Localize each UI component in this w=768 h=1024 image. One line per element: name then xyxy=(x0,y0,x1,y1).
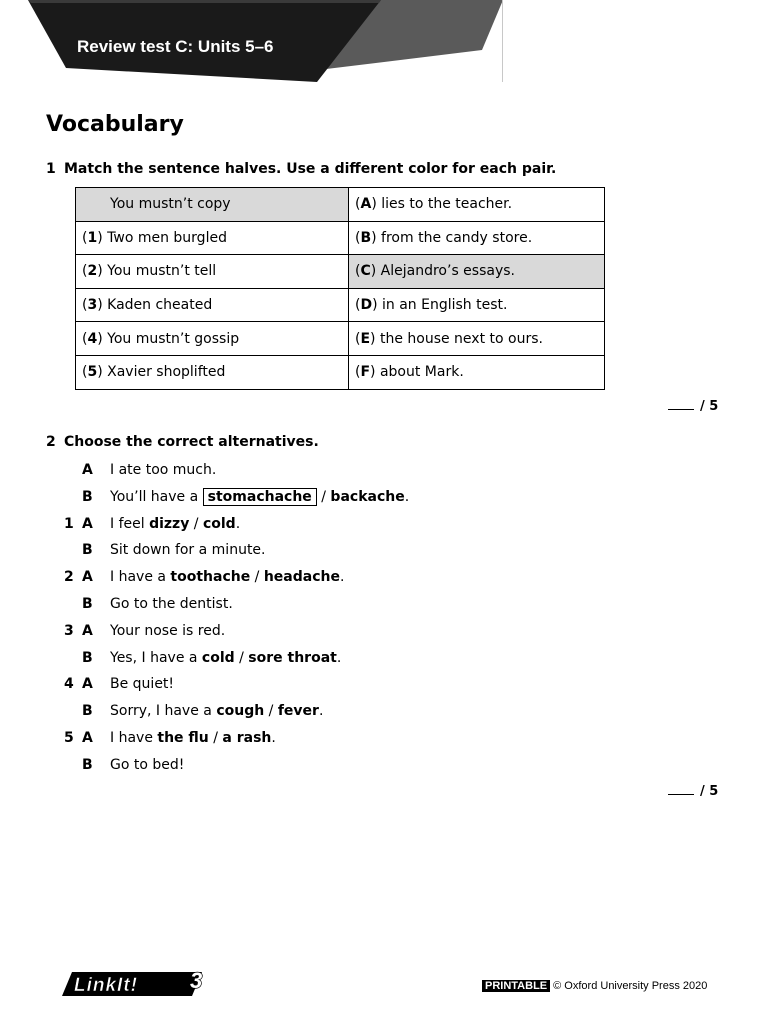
right-half-text: from the candy store. xyxy=(376,229,533,246)
line-text xyxy=(110,489,409,505)
instruction-text: Choose the correct alternatives. xyxy=(64,434,319,450)
left-half-text: You mustn’t copy xyxy=(110,196,231,213)
question-number: 3 xyxy=(64,622,74,639)
item-letter: F xyxy=(360,364,371,381)
line-letter: B xyxy=(82,756,93,773)
option-2[interactable]: sore throat xyxy=(248,649,337,666)
item-number: 2 xyxy=(87,263,98,280)
section-heading: Vocabulary xyxy=(46,112,184,137)
option-separator: / xyxy=(264,703,278,720)
option-separator: / xyxy=(316,488,331,505)
option-separator: / xyxy=(250,569,264,586)
item-letter: C xyxy=(360,263,371,280)
table-row xyxy=(76,255,605,289)
item-letter: A xyxy=(360,196,372,213)
match-table xyxy=(75,187,605,390)
line-text xyxy=(110,757,184,773)
logo-shape xyxy=(62,968,210,998)
score-blank[interactable] xyxy=(668,782,694,795)
line-text xyxy=(110,516,240,532)
line-letter: B xyxy=(82,703,93,720)
line-text xyxy=(110,703,323,719)
item-number: 5 xyxy=(87,364,98,381)
right-half-cell: (E) the house next to ours. xyxy=(349,322,605,356)
right-half-text: lies to the teacher. xyxy=(376,196,513,213)
option-separator: / xyxy=(189,515,203,532)
left-half-text: You mustn’t tell xyxy=(102,263,217,280)
exercise-2-instruction xyxy=(46,434,319,450)
sentence: I ate too much. xyxy=(110,462,217,478)
banner-divider xyxy=(502,0,503,82)
line-text xyxy=(110,596,233,612)
line-text xyxy=(110,650,341,666)
question-number: 2 xyxy=(64,569,74,586)
item-number: 4 xyxy=(87,330,98,347)
option-1[interactable]: the flu xyxy=(157,730,209,746)
line-text xyxy=(110,676,174,692)
score-blank[interactable] xyxy=(668,397,694,410)
option-2[interactable]: headache xyxy=(263,569,340,586)
right-half-cell: (D) in an English test. xyxy=(349,288,605,322)
item-number: 1 xyxy=(87,229,98,246)
left-half-text: Kaden cheated xyxy=(102,297,213,314)
line-letter: A xyxy=(82,676,93,693)
sentence-start: I have a xyxy=(110,569,171,586)
sentence-end: . xyxy=(336,649,342,666)
sentence-start: Sorry, I have a xyxy=(110,703,217,720)
question-number: 4 xyxy=(64,676,74,693)
line-letter: A xyxy=(82,515,93,532)
sentence-end: . xyxy=(235,515,241,532)
sentence-start: I have xyxy=(110,730,158,746)
right-half-cell: (C) Alejandro’s essays. xyxy=(349,255,605,289)
item-letter: B xyxy=(360,229,372,246)
option-2[interactable]: backache xyxy=(330,488,405,505)
left-half-text: Xavier shoplifted xyxy=(102,364,226,381)
score-total: / 5 xyxy=(700,784,719,799)
sentence-end: . xyxy=(404,488,410,505)
left-half-cell: (4) You mustn’t gossip xyxy=(76,322,349,356)
sentence: Sit down for a minute. xyxy=(110,542,266,559)
sentence: Your nose is red. xyxy=(110,622,226,639)
right-half-cell: (A) lies to the teacher. xyxy=(349,188,605,222)
table-row xyxy=(76,322,605,356)
copyright-text: © Oxford University Press 2020 xyxy=(553,980,708,992)
option-1[interactable]: dizzy xyxy=(149,515,190,532)
exercise-1-score xyxy=(668,397,718,414)
table-row xyxy=(76,188,605,222)
option-separator: / xyxy=(234,649,249,666)
header-banner xyxy=(0,0,768,90)
table-row xyxy=(76,221,605,255)
line-letter: B xyxy=(82,488,93,505)
left-half-cell: (3) Kaden cheated xyxy=(76,288,349,322)
logo-wordmark: LinkIt! xyxy=(74,975,138,996)
option-1-circled[interactable]: stomachache xyxy=(203,488,317,506)
right-half-text: Alejandro’s essays. xyxy=(376,263,515,280)
right-half-text: about Mark. xyxy=(375,364,464,381)
question-number: 5 xyxy=(64,730,74,746)
option-1[interactable]: cough xyxy=(216,703,265,720)
line-text xyxy=(110,462,216,478)
sentence-end: . xyxy=(318,703,324,720)
footer-copyright xyxy=(482,980,707,992)
score-total: / 5 xyxy=(700,399,719,414)
line-letter: A xyxy=(82,622,93,639)
line-letter: B xyxy=(82,542,93,559)
logo-number: 3 xyxy=(190,968,203,993)
right-half-cell: (B) from the candy store. xyxy=(349,221,605,255)
test-title: Review test C: Units 5–6 xyxy=(77,37,274,56)
instruction-text: Match the sentence halves. Use a different color for each pair. xyxy=(64,161,557,177)
item-letter: E xyxy=(360,330,371,347)
exercise-number: 1 xyxy=(46,161,56,177)
table-row xyxy=(76,288,605,322)
left-half-text: Two men burgled xyxy=(102,229,227,246)
left-half-text: You mustn’t gossip xyxy=(102,330,240,347)
item-letter: D xyxy=(360,297,373,314)
right-half-text: the house next to ours. xyxy=(375,330,543,347)
table-row xyxy=(76,355,605,389)
right-half-text: in an English test. xyxy=(377,297,508,314)
line-text xyxy=(110,542,266,558)
sentence-end: . xyxy=(271,730,276,746)
linkit-logo xyxy=(62,968,210,1002)
option-2[interactable]: fever xyxy=(277,703,319,720)
sentence-start: Yes, I have a xyxy=(110,649,202,666)
sentence: Go to bed! xyxy=(110,756,185,773)
line-text xyxy=(110,569,344,585)
option-2[interactable]: cold xyxy=(202,515,236,532)
line-letter: B xyxy=(82,649,93,666)
printable-badge: PRINTABLE xyxy=(482,980,550,992)
line-letter: A xyxy=(82,569,93,586)
left-half-cell: (5) Xavier shoplifted xyxy=(76,355,349,389)
option-separator: / xyxy=(208,730,223,746)
option-2[interactable]: a rash xyxy=(222,730,272,746)
line-letter: A xyxy=(82,462,93,478)
exercise-1-instruction xyxy=(46,161,556,177)
item-number: 3 xyxy=(87,297,98,314)
line-text xyxy=(110,623,225,639)
line-letter: B xyxy=(82,596,93,612)
exercise-number: 2 xyxy=(46,434,56,450)
left-half-cell: (2) You mustn’t tell xyxy=(76,255,349,289)
right-half-cell: (F) about Mark. xyxy=(349,355,605,389)
left-half-cell: (1) Two men burgled xyxy=(76,221,349,255)
sentence: Go to the dentist. xyxy=(110,596,233,612)
sentence-start: I feel xyxy=(110,515,150,532)
sentence-end: . xyxy=(339,569,345,586)
sentence-start: You’ll have a xyxy=(110,488,203,505)
left-half-cell xyxy=(76,188,349,222)
option-1[interactable]: toothache xyxy=(170,569,251,586)
exercise-2-score xyxy=(668,782,718,799)
sentence: Be quiet! xyxy=(110,676,175,693)
line-letter: A xyxy=(82,730,93,746)
question-number: 1 xyxy=(64,515,74,532)
line-text xyxy=(110,730,276,746)
option-1[interactable]: cold xyxy=(201,649,235,666)
